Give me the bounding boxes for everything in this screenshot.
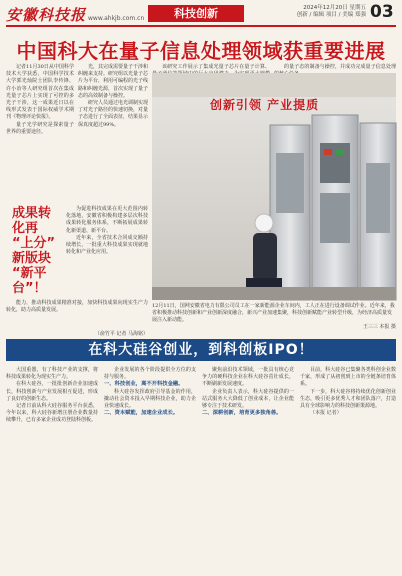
paragraph: 科大硅谷发挥政府引导基金的作用，撬动社会资本投入早期科技企业，助力企业快速成长。 (104, 388, 196, 410)
banner-line: 成果转 (12, 206, 52, 221)
photo-title: 创新引领 产业提质 (210, 98, 320, 112)
banner-line: “新平 (12, 266, 47, 281)
paragraph: 企业负责人表示，科大硅谷提供的一站式服务大大降低了创业成本，让企业能够专注于技术研发。 (202, 388, 294, 410)
photo-caption (152, 303, 396, 331)
article1-column-3 (152, 64, 270, 72)
paragraph: 记者日前从科大硅谷服务平台获悉，今年以来，科大硅谷新增注册企业数量持续攀升，已有多家企业成功登陆科创板。 (6, 403, 98, 424)
article2-column-1 (66, 206, 148, 314)
subheading: 二、深耕创新，培育更多独角兽。 (202, 410, 282, 417)
banner-line: 新版块 (12, 251, 52, 266)
paragraph: 近年来，全省技术合同成交额持续增长，一批重大科技成果实现就地转化和产业化应用。 (66, 234, 148, 256)
paragraph: 大国重器，有了科技产业的支撑，将科技成果转化为现实生产力。 (6, 367, 98, 381)
date-block (260, 5, 366, 19)
header-rule (6, 25, 396, 27)
paragraph: 该研究工作展示了集成光量子芯片在量子计算、 (162, 64, 270, 70)
masthead-url: www.ahkjb.com.cn (88, 15, 145, 22)
article1-column-1 (6, 64, 74, 204)
banner-line: “上分” (12, 236, 56, 251)
paragraph: （本报 记者） (310, 410, 342, 417)
article2-byline: （俞竹平 记者 马海铭） (94, 331, 148, 337)
article1-column-2 (78, 64, 148, 204)
article2-column-2 (6, 300, 148, 330)
article2-banner (12, 206, 64, 300)
article3-column-1 (6, 367, 98, 572)
paragraph: 记者11月30日从中国科学技术大学获悉，中国科学技术大学郭光灿院士团队李传锋、许小冶等人研究组首次在集成光量子芯片上实现了可控的多光子干涉，这一成果近日以在线形式发表于国际权威学术期刊《物理评论快报》。 (6, 64, 74, 121)
editor-line: 创新 / 编辑 项目 / 美编 郑强 (296, 12, 366, 18)
paragraph: 企业发展的各个阶段提供全方位的支持与服务。 (104, 367, 196, 381)
masthead-title: 安徽科技报 (6, 6, 87, 24)
article3-column-3 (202, 367, 294, 572)
page-number: 03 (370, 2, 394, 22)
paragraph: 研究人员通过电光调制实现了对光子路径的快速切换，对量子态进行了全面表征，结果显示保真度超过99%。 (78, 100, 149, 128)
paragraph: 下一步，科大硅谷将持续优化创新创业生态，吸引更多优秀人才和团队落户，打造具有全球影响力的科技创新策源地。 (300, 388, 396, 410)
masthead (6, 4, 144, 25)
caption-text: 12月11日，国网安徽省电力有限公司员工在一家新能源企业车间内，工人正在进行设备调试作业。近年来，我省积极推动科技创新和产业创新深度融合，新兴产业加速集聚，科技创新赋能产业转型升级，为经济高质量发展注入新动能。 (152, 303, 395, 323)
paragraph: 量子光学研究是探索量子世界的重要途径。 (6, 121, 74, 135)
subheading: 二、资本赋能，加速企业成长。 (104, 410, 179, 417)
paragraph: 为促进科技成果在更大范围内转化落地，安徽省积极构建多层次科技成果转化服务体系，不断拓展成果转化新渠道、新平台。 (66, 206, 148, 234)
article1-column-4 (274, 64, 396, 72)
banner-line: 化再 (12, 221, 39, 236)
paragraph: 目前，科大硅谷已集聚各类科创企业数千家，形成了从初创到上市的全链条培育体系。 (300, 367, 396, 388)
paragraph: 在科大硅谷，一批批创新企业加速成长，科技创新与产业发展相互促进，形成了良好的创新生态。 (6, 381, 98, 402)
section-label: 科技创新 (148, 5, 244, 22)
photo-credit: 王三三 本报 摄 (362, 324, 396, 330)
paragraph: 聚焦前沿技术领域，一批具有核心竞争力的硬科技企业在科大硅谷茁壮成长，不断刷新发展速度。 (202, 367, 294, 388)
article1-headline: 中国科大在量子信息处理领域获重要进展 (16, 39, 386, 63)
article3-column-4 (300, 367, 396, 572)
article3-column-2 (104, 367, 196, 572)
subheading: 一、科技创业，离不开科技金融。 (104, 381, 184, 388)
article3-headline: 在科大硅谷创业，到科创板IPO！ (88, 342, 314, 358)
banner-line: 台”！ (12, 281, 47, 296)
paragraph: 能力，推动科技成果精准对接，加快科技成果向现实生产力转化，助力高质量发展。 (6, 300, 148, 314)
paragraph: 光，其完成需要量子干涉和纠缠来支持。研究组以光量子芯片为平台，利用可编程的光子线路和纠缠光源，首次实现了量子态的高效制备与操控。 (78, 64, 149, 99)
paragraph: 的量子态的制备与操控，并成功完成量子信息处理 (284, 64, 396, 70)
date-line: 2024年12月20日 星期五 (303, 5, 366, 11)
